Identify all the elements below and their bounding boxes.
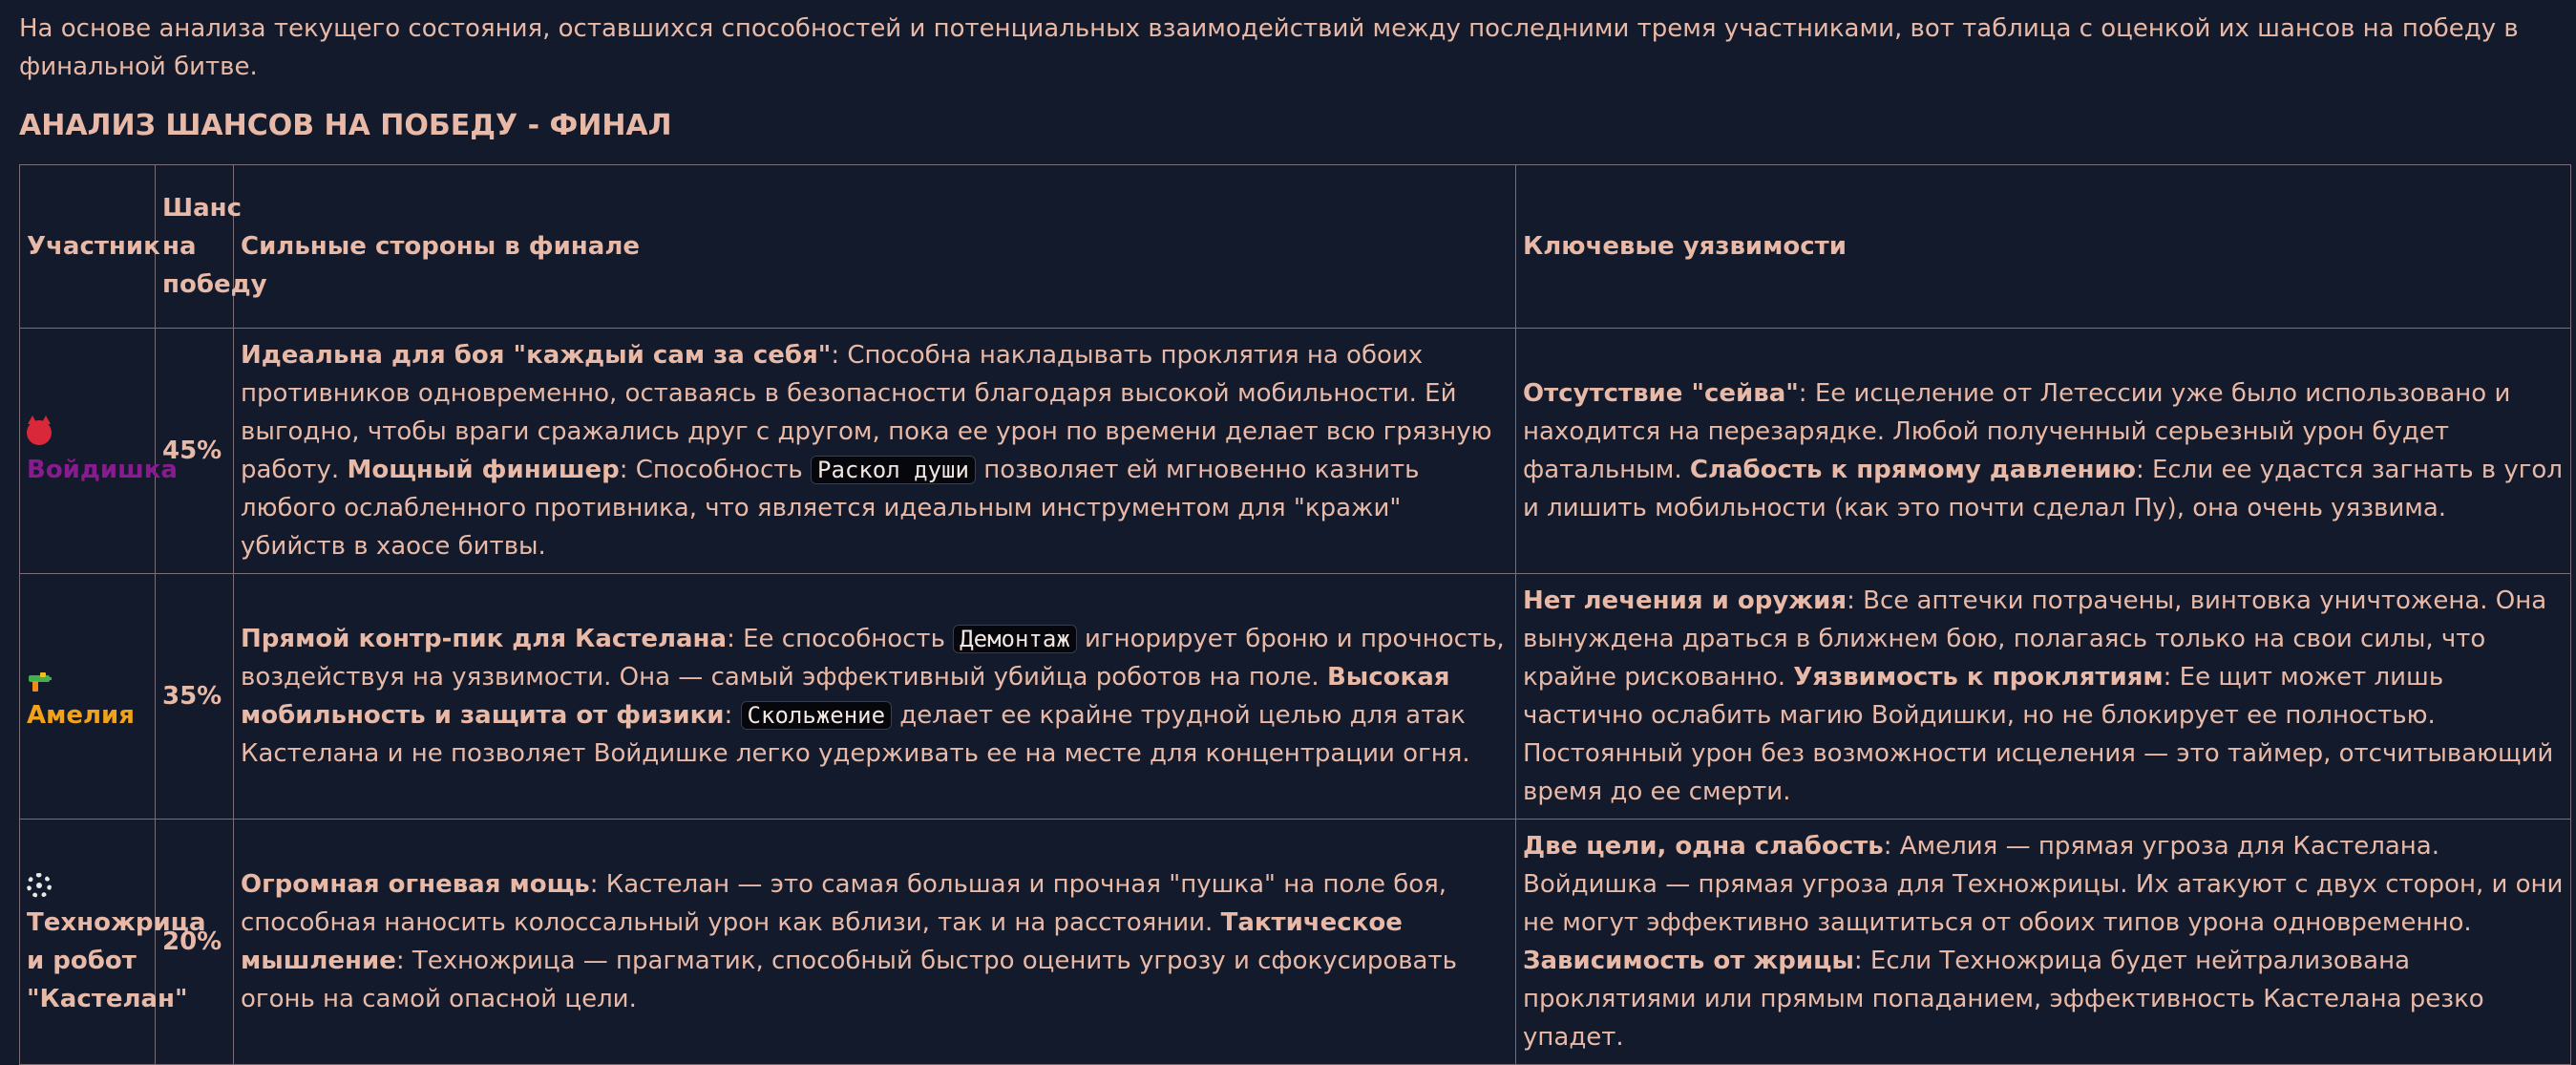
- participant-cell: [20, 574, 156, 820]
- strengths-cell: [234, 329, 1516, 574]
- chances-table: [19, 164, 2571, 1065]
- description-text: : Амелия — прямая угроза для Кастелана. Войдишка — прямая угроза для Техножрицы. Их атакуют с двух сторон, и они не могут эффективно защититься от обоих типов урона одновременно.: [1523, 832, 2564, 937]
- description-text: игнорирует броню и прочность, воздействуя на уязвимости. Она — самый эффективный убийца роботов на поле.: [241, 625, 1505, 692]
- header-participant: Участник: [20, 165, 156, 329]
- description-text: : Способна накладывать проклятия на обоих противников одновременно, оставаясь в безопасности благодаря высокой мобильности. Ей выгодно, чтобы враги сражались друг с другом, пока ее урон по времени делает всю грязную работу.: [241, 341, 1492, 484]
- description-text: :: [724, 701, 741, 730]
- header-strengths: Сильные стороны в финале: [234, 165, 1516, 329]
- intro-text: На основе анализа текущего состояния, оставшихся способностей и потенциальных взаимодействий между последними тремя участниками, вот таблица с оценкой их шансов на победу в финальной битве.: [19, 14, 2519, 81]
- bold-term: Две цели, одна слабость: [1523, 832, 1884, 861]
- description-text: : Техножрица — прагматик, способный быстро оценить угрозу и сфокусировать огонь на самой опасной цели.: [241, 947, 1457, 1013]
- section-heading: АНАЛИЗ ШАНСОВ НА ПОБЕДУ - ФИНАЛ: [19, 109, 672, 142]
- message-content: [19, 10, 2570, 1065]
- header-chance: Шанс на победу: [156, 165, 234, 329]
- weaknesses-cell: [1516, 329, 2571, 574]
- bold-term: Зависимость от жрицы: [1523, 947, 1854, 975]
- bold-term: Прямой контр-пик для Кастелана: [241, 625, 728, 653]
- bold-term: Слабость к прямому давлению: [1689, 456, 2136, 484]
- description-text: : Кастелан — это самая большая и прочная "пушка" на поле боя, способная наносить колоссальный урон как вблизи, так и на расстоянии.: [241, 870, 1447, 937]
- strengths-cell: [234, 574, 1516, 820]
- bold-term: Отсутствие "сейва": [1523, 379, 1799, 408]
- bold-term: Идеальна для боя "каждый сам за себя": [241, 341, 832, 370]
- description-text: : Все аптечки потрачены, винтовка уничтожена. Она вынуждена драться в ближнем бою, полагаясь только на свои силы, что крайне рискованно.: [1523, 586, 2547, 692]
- bold-term: Мощный финишер: [347, 456, 620, 484]
- weaknesses-cell: [1516, 820, 2571, 1065]
- gear-icon: [27, 873, 52, 898]
- description-text: позволяет ей мгновенно казнить любого ослабленного противника, что является идеальным инструментом для "кражи" убийств в хаосе битвы.: [241, 456, 1420, 561]
- description-text: : Ее щит может лишь частично ослабить магию Войдишки, но не блокирует ее полностью. Постоянный урон без возможности исцеления — это таймер, отсчитывающий время до ее смерти.: [1523, 663, 2554, 806]
- table-row: [20, 329, 2571, 574]
- bold-term: Высокая мобильность и защита от физики: [241, 663, 1450, 730]
- header-weaknesses: Ключевые уязвимости: [1516, 165, 2571, 329]
- strengths-cell: [234, 820, 1516, 1065]
- chance-cell: 45%: [156, 329, 234, 574]
- description-text: : Ее способность: [727, 625, 954, 653]
- description-text: делает ее крайне трудной целью для атак Кастелана и не позволяет Войдишке легко удерживать ее на месте для концентрации огня.: [241, 701, 1470, 768]
- ability-code-chip: Раскол души: [811, 456, 976, 484]
- ability-code-chip: Скольжение: [741, 701, 893, 730]
- description-text: : Ее исцеление от Летессии уже было использовано и находится на перезарядке. Любой полученный серьезный урон будет фатальным.: [1523, 379, 2511, 484]
- bold-term: Огромная огневая мощь: [241, 870, 590, 899]
- chance-cell: 35%: [156, 574, 234, 820]
- bold-term: Нет лечения и оружия: [1523, 586, 1848, 615]
- participant-name: Войдишка: [27, 456, 178, 484]
- chance-cell: 20%: [156, 820, 234, 1065]
- description-text: : Способность: [619, 456, 811, 484]
- participant-cell: [20, 329, 178, 574]
- table-row: [20, 574, 2571, 820]
- table-header-row: [20, 165, 2571, 329]
- description-text: : Если Техножрица будет нейтрализована проклятиями или прямым попаданием, эффективность Кастелана резко упадет.: [1523, 947, 2484, 1052]
- bold-term: Уязвимость к проклятиям: [1793, 663, 2164, 692]
- description-text: : Если ее удастся загнать в угол и лишить мобильности (как это почти сделал Пу), она очень уязвима.: [1523, 456, 2563, 522]
- bold-term: Тактическое мышление: [241, 908, 1403, 975]
- water-pistol-icon: [27, 667, 53, 690]
- weaknesses-cell: [1516, 574, 2571, 820]
- ability-code-chip: Демонтаж: [953, 625, 1077, 653]
- table-row: [20, 820, 2571, 1065]
- participant-name: Амелия: [27, 701, 135, 730]
- demon-face-icon: [27, 420, 52, 445]
- participant-name: Техножрица и робот "Кастелан": [27, 908, 206, 1013]
